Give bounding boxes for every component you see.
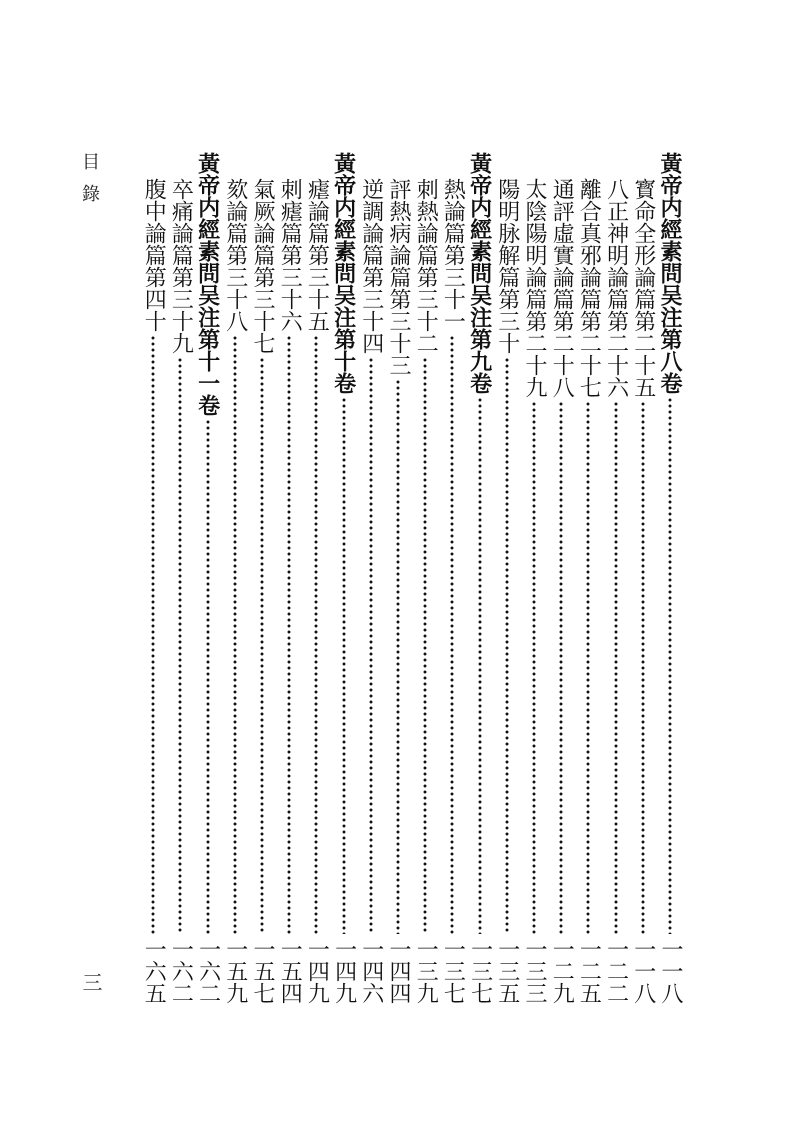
dot-leader [423, 357, 427, 934]
volume-title: 黃帝内經素問吴注第九卷 [466, 152, 493, 394]
entry-page-number: 一六二 [195, 938, 221, 1004]
dot-leader [559, 401, 563, 934]
dot-leader [260, 357, 264, 934]
entry-page-number: 一三七 [440, 938, 466, 1004]
dot-leader [206, 419, 210, 934]
entry-page-number: 一四九 [304, 938, 330, 1004]
volume-heading-entry [467, 152, 493, 1004]
entry-page-number: 一三五 [494, 938, 520, 1004]
chapter-entry [303, 178, 329, 1004]
volume-heading-entry [657, 152, 683, 1004]
chapter-entry [575, 178, 601, 1004]
dot-leader [478, 397, 482, 934]
running-head: 目錄 [79, 152, 100, 216]
chapter-entry [358, 178, 384, 1004]
chapter-title: 卒痛論篇第三十九 [168, 178, 194, 354]
chapter-title: 腹中論篇第四十 [141, 178, 167, 332]
chapter-entry [249, 178, 275, 1004]
entry-page-number: 一六五 [141, 938, 167, 1004]
chapter-title: 寳命全形論篇第二十五 [630, 178, 656, 398]
chapter-entry [494, 178, 520, 1004]
dot-leader [614, 401, 618, 934]
chapter-title: 評熱病論篇第三十三 [386, 178, 411, 376]
volume-heading-entry [331, 152, 357, 1004]
chapter-entry [603, 178, 629, 1004]
entry-page-number: 一二二 [603, 938, 629, 1004]
entry-page-number: 一一八 [658, 938, 683, 1004]
entry-page-number: 一三七 [467, 938, 493, 1004]
entry-page-number: 一一八 [630, 938, 656, 1004]
volume-heading-entry [195, 152, 221, 1004]
chapter-title: 通評虛實論篇第二十八 [549, 178, 575, 398]
chapter-entry [630, 178, 656, 1004]
dot-leader [641, 401, 645, 934]
chapter-title: 離合真邪論篇第二十七 [576, 178, 602, 398]
entry-page-number: 一二九 [549, 938, 575, 1004]
entry-page-number: 一三九 [413, 938, 439, 1004]
entry-page-number: 一五九 [222, 938, 248, 1004]
chapter-entry [222, 178, 248, 1004]
dot-leader [342, 397, 346, 934]
dot-leader [396, 379, 400, 934]
entry-page-number: 一三三 [522, 938, 547, 1004]
chapter-title: 刺熱論篇第三十二 [413, 178, 439, 354]
chapter-title: 熱論篇第三十一 [440, 178, 466, 332]
entry-page-number: 一四六 [358, 938, 384, 1004]
dot-leader [532, 401, 536, 934]
dot-leader [151, 335, 155, 934]
entry-page-number: 一二五 [576, 938, 602, 1004]
chapter-title: 逆調論篇第三十四 [358, 178, 384, 354]
volume-title: 黃帝内經素問吴注第十卷 [330, 152, 357, 394]
entry-page-number: 一五七 [250, 938, 275, 1004]
page-number-folio: 三 [79, 972, 103, 992]
dot-leader [586, 401, 590, 934]
chapter-entry [140, 178, 166, 1004]
dot-leader [233, 335, 237, 934]
chapter-title: 太陰陽明論篇第二十九 [522, 178, 547, 398]
dot-leader [369, 357, 373, 934]
chapter-entry [276, 178, 302, 1004]
chapter-title: 八正神明論篇第二十六 [603, 178, 629, 398]
chapter-title: 瘧論篇第三十五 [304, 178, 330, 332]
chapter-entry [548, 178, 574, 1004]
chapter-entry [167, 178, 193, 1004]
dot-leader [450, 335, 454, 934]
entry-page-number: 一六二 [168, 938, 194, 1004]
volume-title: 黃帝内經素問吴注第八卷 [657, 152, 683, 394]
chapter-entry [385, 178, 411, 1004]
dot-leader [287, 335, 291, 934]
chapter-entry [412, 178, 438, 1004]
chapter-title: 刺瘧篇第三十六 [277, 178, 303, 332]
chapter-title: 欬論篇第三十八 [222, 178, 248, 332]
chapter-title: 氣厥論篇第三十七 [250, 178, 275, 354]
chapter-entry [521, 178, 547, 1004]
entry-page-number: 一五四 [277, 938, 303, 1004]
entry-page-number: 一四九 [331, 938, 357, 1004]
chapter-title: 陽明脉解篇第三十 [494, 178, 520, 354]
dot-leader [505, 357, 509, 934]
volume-title: 黃帝内經素問吴注第十一卷 [194, 152, 221, 416]
dot-leader [668, 397, 672, 934]
entry-page-number: 一四四 [386, 938, 411, 1004]
dot-leader [178, 357, 182, 934]
dot-leader [314, 335, 318, 934]
chapter-entry [439, 178, 465, 1004]
